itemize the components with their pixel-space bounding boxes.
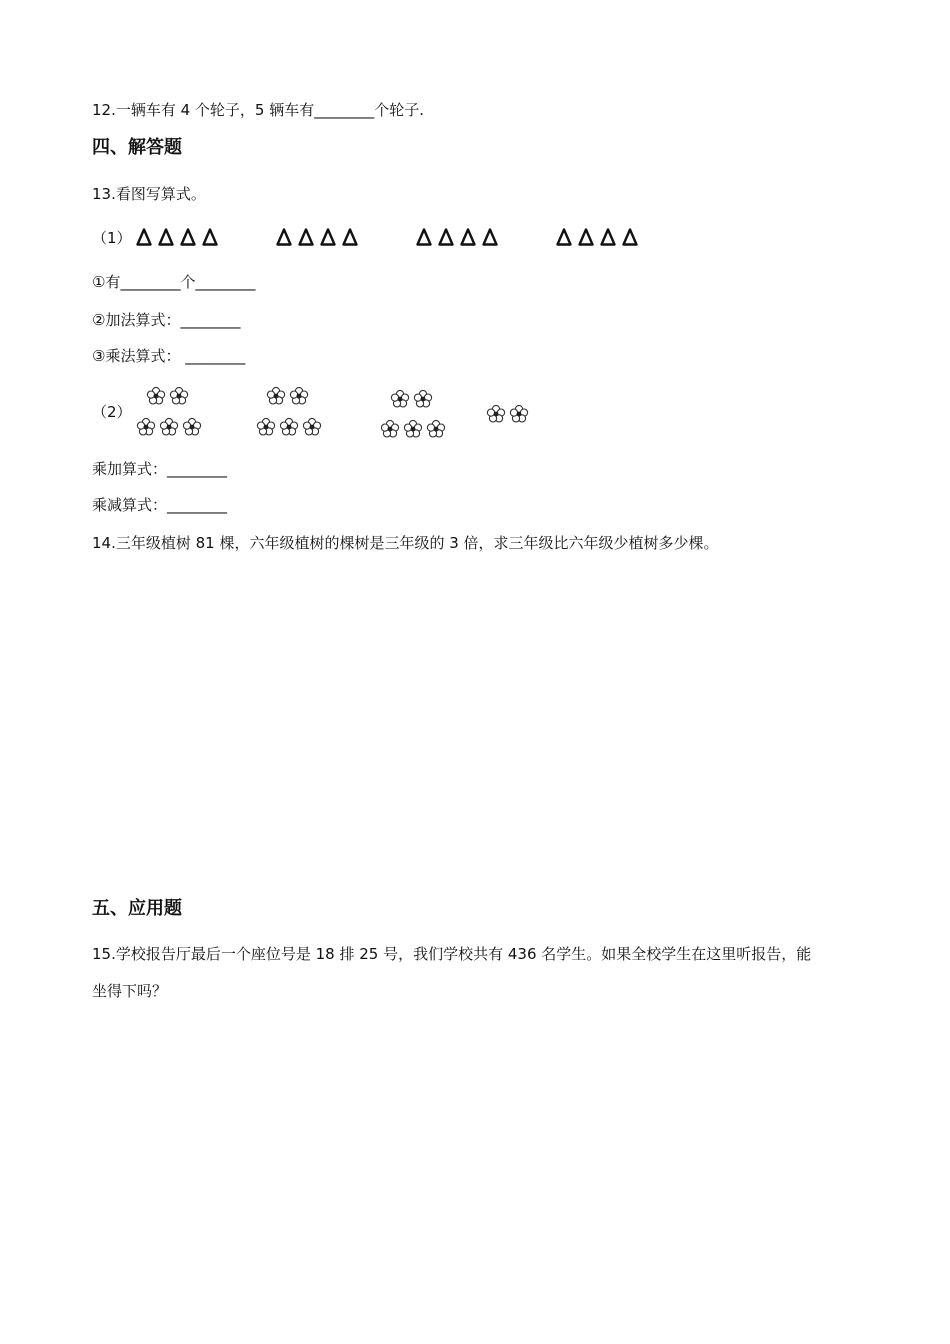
flower-icon [289,386,309,406]
flower-row [146,386,189,406]
triangle-icon [136,228,152,246]
part-2-line-mult-sub: 乘减算式：________ [92,496,228,514]
question-14: 14.三年级植树 81 棵，六年级植树的棵树是三年级的 3 倍，求三年级比六年级少植树多少棵。 [92,534,719,552]
flower-row [256,417,322,437]
flower-icon [266,386,286,406]
triangle-icon [320,228,336,246]
flower-icon [413,389,433,409]
flower-icon [256,417,276,437]
part-1-line-addition: ②加法算式：________ [92,311,241,329]
part-1-label: （1） [92,229,132,247]
question-13-title: 13.看图写算式。 [92,185,206,203]
part-2-line-mult-add: 乘加算式：________ [92,460,228,478]
triangle-group [416,228,498,246]
flower-icon [509,404,529,424]
question-15-line-1: 15.学校报告厅最后一个座位号是 18 排 25 号，我们学校共有 436 名学生。如果全校学生在这里听报告，能 [92,945,812,963]
section-4-heading: 四、解答题 [92,137,182,158]
triangle-icon [202,228,218,246]
triangle-icon [298,228,314,246]
triangle-icon [622,228,638,246]
triangle-icon [276,228,292,246]
flower-icon [279,417,299,437]
triangle-icon [158,228,174,246]
part-2-label: （2） [92,403,132,421]
flower-icon [146,386,166,406]
flower-icon [169,386,189,406]
triangle-icon [578,228,594,246]
flower-icon [380,419,400,439]
flower-row [136,417,202,437]
triangle-icon [416,228,432,246]
triangle-icon [180,228,196,246]
triangle-icon [342,228,358,246]
flower-icon [182,417,202,437]
flower-row [266,386,309,406]
flower-icon [302,417,322,437]
part-1-line-multiplication: ③乘法算式： ________ [92,347,246,365]
triangle-icon [600,228,616,246]
flower-row [390,389,433,409]
triangle-group [556,228,638,246]
flower-icon [426,419,446,439]
triangle-icon [438,228,454,246]
triangle-icon [482,228,498,246]
flower-row [380,419,446,439]
flower-icon [159,417,179,437]
flower-icon [136,417,156,437]
triangle-icon [556,228,572,246]
section-5-heading: 五、应用题 [92,898,182,919]
triangle-group [276,228,358,246]
flower-icon [390,389,410,409]
part-1-line-count: ①有________个________ [92,273,256,291]
triangle-group [136,228,218,246]
triangle-icon [460,228,476,246]
question-15-line-2: 坐得下吗？ [92,982,168,1000]
flower-icon [403,419,423,439]
question-12: 12.一辆车有 4 个轮子，5 辆车有________个轮子. [92,101,425,119]
flower-row [486,404,529,424]
flower-icon [486,404,506,424]
